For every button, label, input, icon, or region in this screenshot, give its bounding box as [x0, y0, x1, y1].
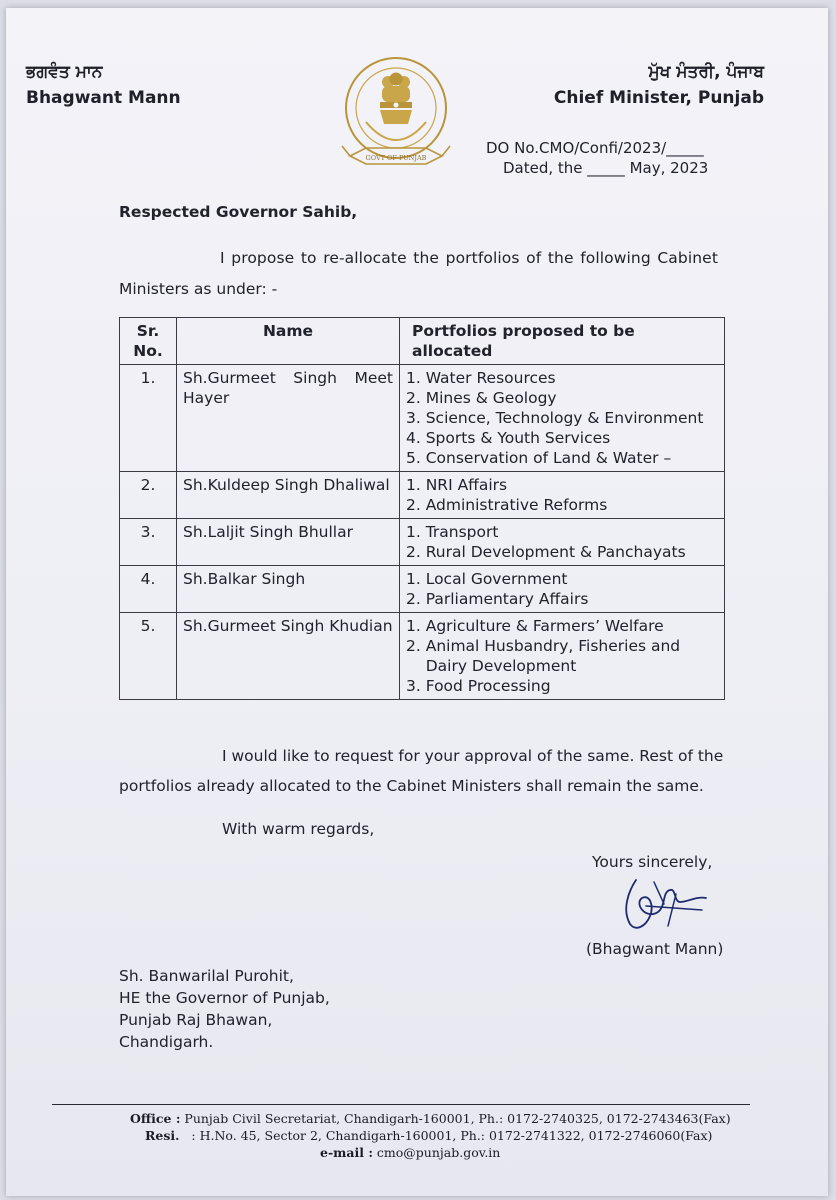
portfolio-item: 2. Mines & Geology: [406, 389, 557, 407]
table-row: [120, 519, 725, 566]
salutation: Respected Governor Sahib,: [119, 203, 358, 221]
cell-portfolios: [400, 566, 725, 613]
seal-text: GOVT OF PUNJAB: [365, 154, 427, 162]
cell-minister-name: Sh.Laljit Singh Bhullar: [177, 519, 400, 566]
table-row: [120, 613, 725, 700]
regards: With warm regards,: [222, 820, 375, 838]
footer-email: e-mail : cmo@punjab.gov.in: [320, 1145, 501, 1160]
portfolio-item: 1. NRI Affairs: [406, 476, 508, 494]
portfolio-item: 1. Agriculture & Farmers’ Welfare: [406, 617, 664, 635]
table-row: [120, 365, 725, 472]
header-sr-no: Sr. No.: [120, 318, 177, 365]
intro-line-2: Ministers as under: -: [119, 280, 278, 298]
cell-portfolios: [400, 472, 725, 519]
header-portfolios: Portfolios proposed to be allocated: [400, 318, 725, 365]
cell-minister-name: Sh.Balkar Singh: [177, 566, 400, 613]
table-row: [120, 472, 725, 519]
table-row: [120, 566, 725, 613]
cell-portfolios: [400, 365, 725, 472]
do-number: DO No.CMO/Confi/2023/_____: [486, 139, 704, 157]
dated-line: Dated, the _____ May, 2023: [503, 159, 709, 177]
footer-residence: Resi. : H.No. 45, Sector 2, Chandigarh-160001, Ph.: 0172-2741322, 0172-2746060(Fax): [145, 1128, 713, 1143]
cell-minister-name: Sh.Kuldeep Singh Dhaliwal: [177, 472, 400, 519]
title-punjabi: ਮੁੱਖ ਮੰਤਰੀ, ਪੰਜਾਬ: [648, 62, 764, 82]
footer-office: Office : Punjab Civil Secretariat, Chandigarh-160001, Ph.: 0172-2740325, 0172-2743463(Fax): [130, 1111, 731, 1126]
header-name: Name: [177, 318, 400, 365]
table-header-row: [120, 318, 725, 365]
cell-minister-name: Sh.Gurmeet Singh Khudian: [177, 613, 400, 700]
government-seal-icon: [336, 52, 456, 187]
addressee-line-1: Sh. Banwarilal Purohit,: [119, 967, 294, 985]
portfolio-item: 1. Local Government: [406, 570, 568, 588]
name-english: Bhagwant Mann: [26, 88, 181, 108]
addressee: [119, 965, 330, 1053]
portfolio-item: 1. Transport: [406, 523, 499, 541]
portfolio-item: 3. Food Processing: [406, 677, 551, 695]
portfolio-item: 4. Sports & Youth Services: [406, 429, 611, 447]
closing-line-1: I would like to request for your approval of the same. Rest of the: [222, 747, 724, 765]
addressee-line-3: Punjab Raj Bhawan,: [119, 1011, 273, 1029]
cell-sr-no: 2.: [120, 472, 177, 519]
portfolio-item: 5. Conservation of Land & Water –: [406, 449, 672, 467]
portfolio-table: [119, 317, 725, 700]
footer-divider: [52, 1104, 750, 1105]
portfolio-item: 3. Science, Technology & Environment: [406, 409, 704, 427]
portfolio-item: Dairy Development: [406, 657, 577, 675]
signature: [606, 872, 716, 938]
portfolio-item: 2. Parliamentary Affairs: [406, 590, 589, 608]
title-english: Chief Minister, Punjab: [553, 88, 764, 108]
cell-sr-no: 4.: [120, 566, 177, 613]
cell-minister-name: Sh.Gurmeet Singh Meet Hayer: [177, 365, 400, 472]
portfolio-item: 2. Animal Husbandry, Fisheries and: [406, 637, 681, 655]
yours-sincerely: Yours sincerely,: [592, 853, 713, 871]
intro-line-1: I propose to re-allocate the portfolios of the following Cabinet: [220, 249, 718, 267]
portfolio-item: 2. Rural Development & Panchayats: [406, 543, 686, 561]
cell-portfolios: [400, 519, 725, 566]
addressee-line-4: Chandigarh.: [119, 1033, 214, 1051]
portfolio-item: 1. Water Resources: [406, 369, 556, 387]
cell-sr-no: 1.: [120, 365, 177, 472]
name-punjabi: ਭਗਵੰਤ ਮਾਨ: [26, 62, 103, 82]
signatory-name: (Bhagwant Mann): [586, 940, 724, 958]
addressee-line-2: HE the Governor of Punjab,: [119, 989, 330, 1007]
cell-sr-no: 3.: [120, 519, 177, 566]
closing-line-2: portfolios already allocated to the Cabinet Ministers shall remain the same.: [119, 777, 704, 795]
cell-portfolios: [400, 613, 725, 700]
portfolio-item: 2. Administrative Reforms: [406, 496, 608, 514]
cell-sr-no: 5.: [120, 613, 177, 700]
